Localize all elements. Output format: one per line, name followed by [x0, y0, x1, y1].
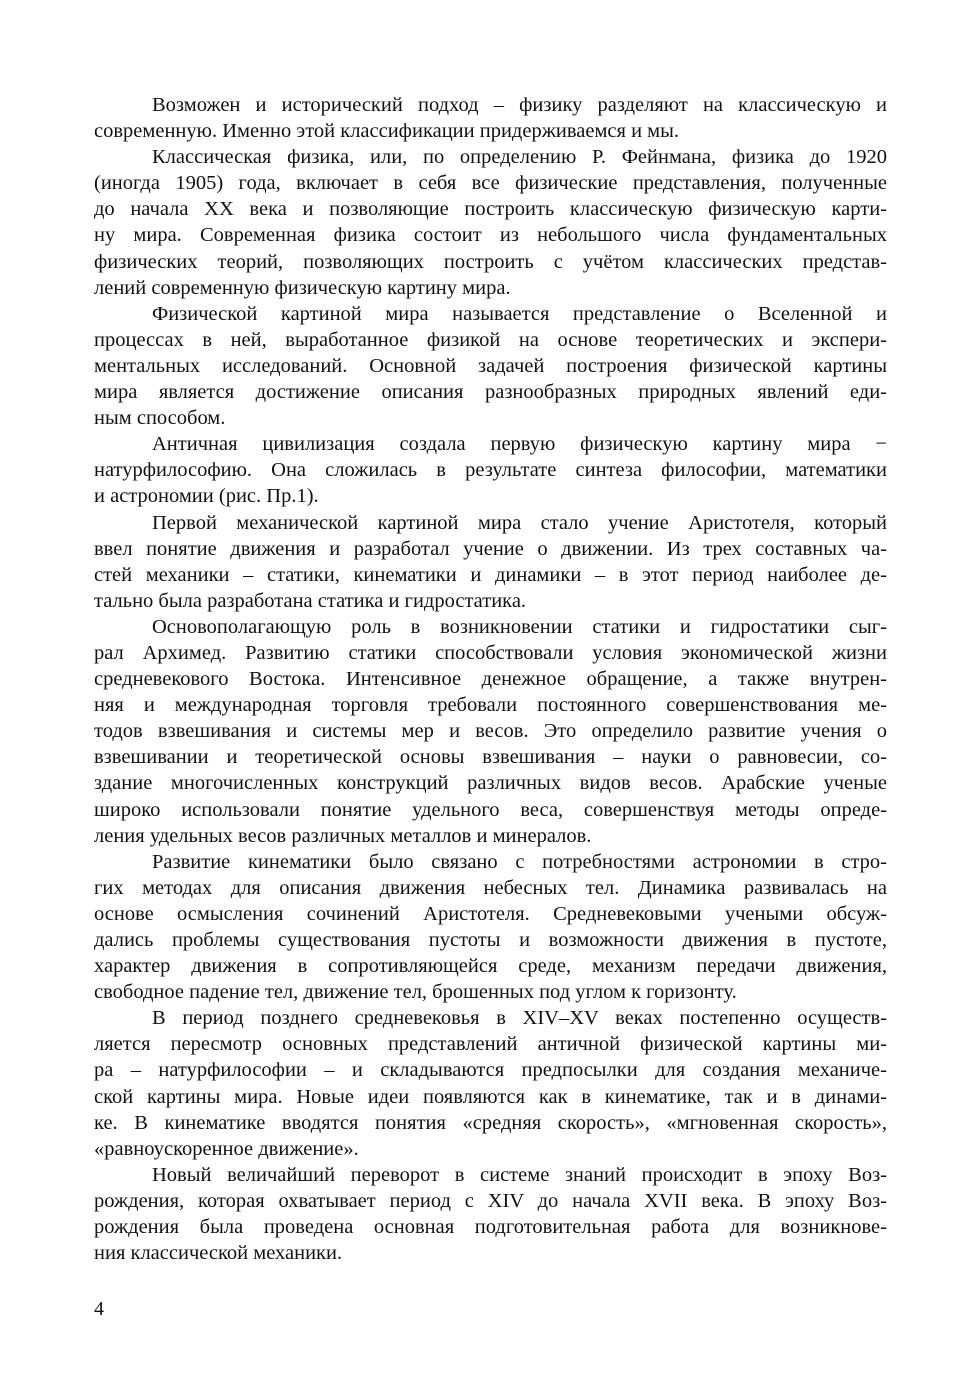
text-line: Основополагающую роль в возникновении статики и гидростатики сыг- [152, 615, 887, 638]
text-line: ным способом. [94, 407, 226, 430]
text-line: стей механики – статики, кинематики и динамики – в этот период наиболее де- [94, 563, 887, 586]
text-line: Возможен и исторический подход – физику разделяют на классическую и [152, 94, 887, 116]
paragraph-4 [94, 431, 887, 509]
text-line: здание многочисленных конструкций различных видов весов. Арабские ученые [94, 772, 887, 795]
text-line: характер движения в сопротивляющейся среде, механизм передачи движения, [94, 955, 887, 978]
text-line: дались проблемы существования пустоты и возможности движения в пустоте, [94, 929, 887, 951]
text-line: Первой механической картиной мира стало учение Аристотеля, который [152, 511, 887, 534]
text-line: средневекового Востока. Интенсивное денежное обращение, а также внутрен- [94, 668, 887, 691]
text-line: ния классической механики. [94, 1242, 343, 1265]
paragraph-3 [94, 301, 887, 431]
text-line: ляется пересмотр основных представлений античной физической картины ми- [94, 1033, 887, 1056]
text-line: основе осмысления сочинений Аристотеля. Средневековыми учеными обсуж- [94, 902, 887, 925]
text-line: гих методах для описания движения небесных тел. Динамика развивалась на [94, 876, 887, 899]
text-line: ской картины мира. Новые идеи появляются как в кинематике, так и в динами- [94, 1085, 887, 1108]
page-body [94, 92, 887, 1266]
text-line: Физической картиной мира называется представление о Вселенной и [152, 302, 887, 325]
text-line: ке. В кинематике вводятся понятия «средняя скорость», «мгновенная скорость», [94, 1111, 887, 1134]
paragraph-7 [94, 849, 887, 1006]
text-line: мира является достижение описания разнообразных природных явлений еди- [94, 381, 887, 404]
text-line: Новый величайший переворот в системе знаний происходит в эпоху Воз- [152, 1163, 887, 1186]
text-line: «равноускоренное движение». [94, 1137, 359, 1160]
page-number: 4 [94, 1298, 104, 1320]
text-line: процессах в ней, выработанное физикой на основе теоретических и экспери- [94, 328, 887, 351]
paragraph-2 [94, 144, 887, 301]
text-line: физических теорий, позволяющих построить с учётом классических представ- [94, 250, 887, 273]
text-line: ления удельных весов различных металлов и минералов. [94, 824, 592, 847]
text-line: (иногда 1905) года, включает в себя все физические представления, полученные [94, 172, 887, 195]
text-line: до начала XX века и позволяющие построить классическую физическую карти- [94, 198, 887, 221]
text-line: лений современную физическую картину мира. [94, 276, 511, 299]
text-line: ра – натурфилософии – и складываются предпосылки для создания механиче- [94, 1059, 887, 1082]
text-line: Античная цивилизация создала первую физическую картину мира − [152, 433, 887, 456]
text-line: рождения была проведена основная подготовительная работа для возникнове- [94, 1216, 887, 1239]
text-line: В период позднего средневековья в XIV–XV веках постепенно осуществ- [152, 1007, 887, 1030]
text-line: свободное падение тел, движение тел, брошенных под углом к горизонту. [94, 981, 737, 1004]
text-line: тодов взвешивания и системы мер и весов. Это определило развитие учения о [94, 720, 887, 743]
paragraph-5 [94, 510, 887, 614]
paragraph-9 [94, 1162, 887, 1266]
text-line: современную. Именно этой классификации придерживаемся и мы. [94, 120, 680, 143]
text-line: ввел понятие движения и разработал учение о движении. Из трех составных ча- [94, 537, 887, 560]
paragraph-6 [94, 614, 887, 849]
text-line: натурфилософию. Она сложилась в результате синтеза философии, математики [94, 459, 887, 482]
text-line: ментальных исследований. Основной задачей построения физической картины [94, 354, 887, 377]
text-line: и астрономии (рис. Пр.1). [94, 485, 319, 508]
text-line: рал Архимед. Развитию статики способствовали условия экономической жизни [94, 641, 887, 664]
text-line: взвешивании и теоретической основы взвешивания – науки о равновесии, со- [94, 746, 887, 769]
text-line: няя и международная торговля требовали постоянного совершенствования ме- [94, 694, 887, 717]
text-line: широко использовали понятие удельного веса, совершенствуя методы опреде- [94, 798, 887, 821]
paragraph-8 [94, 1005, 887, 1162]
text-line: Развитие кинематики было связано с потребностями астрономии в стро- [152, 850, 887, 873]
paragraph-1 [94, 92, 887, 144]
text-line: тально была разработана статика и гидростатика. [94, 589, 527, 612]
text-line: рождения, которая охватывает период с XIV до начала XVII века. В эпоху Воз- [94, 1189, 887, 1212]
text-line: Классическая физика, или, по определению Р. Фейнмана, физика до 1920 [152, 146, 887, 169]
text-line: ну мира. Современная физика состоит из небольшого числа фундаментальных [94, 224, 887, 247]
